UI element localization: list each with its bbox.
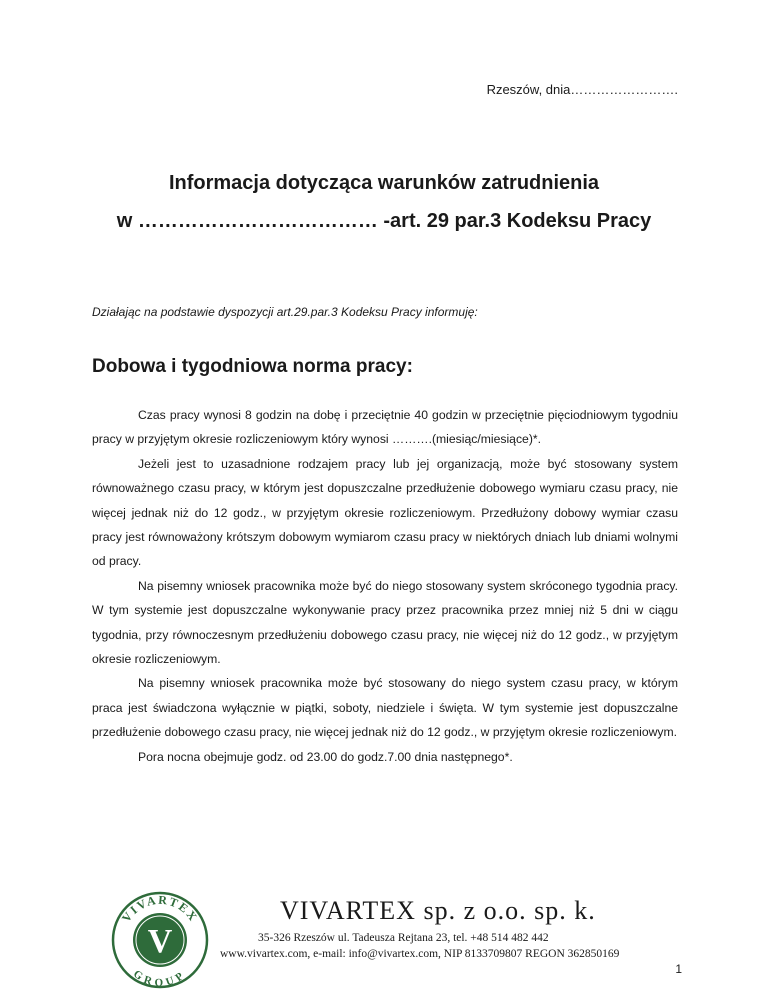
company-address: 35-326 Rzeszów ul. Tadeusza Rejtana 23, tel. +48 514 482 442: [258, 932, 549, 944]
logo-letter: V: [147, 923, 173, 960]
logo-text-top: VIVARTEX: [118, 892, 202, 925]
paragraph: Na pisemny wniosek pracownika może być stosowany do niego system czasu pracy, w którym praca jest świadczona wyłącznie w piątki, soboty, niedziele i święta. W tym systemie jest dopuszczalne przedłużenie dobowego czasu pracy, nie więcej jednak niż do 12 godz., w przyjętym okresie rozliczeniowym.: [92, 676, 678, 740]
place-date: Rzeszów, dnia…………………….: [486, 82, 678, 97]
logo-text-bottom: GROUP: [131, 967, 189, 990]
vivartex-logo-icon: [110, 890, 210, 990]
company-name: VIVARTEX sp. z o.o. sp. k.: [280, 896, 596, 925]
document-title: Informacja dotycząca warunków zatrudnienia: [168, 172, 600, 194]
svg-text:GROUP: [131, 968, 189, 989]
company-contact: www.vivartex.com, e-mail: info@vivartex.com, NIP 8133709807 REGON 362850169: [220, 948, 620, 960]
section-heading: Dobowa i tygodniowa norma pracy:: [92, 356, 413, 377]
company-footer: [110, 890, 710, 990]
intro-statement: Działając na podstawie dyspozycji art.29.par.3 Kodeksu Pracy informuję:: [92, 305, 478, 319]
paragraph: Czas pracy wynosi 8 godzin na dobę i przeciętnie 40 godzin w przeciętnie pięciodniowym tygodniu pracy w przyjętym okresie rozliczeniowym który wynosi ……….(miesiąc/miesiące)*.: [92, 408, 678, 447]
paragraph: Jeżeli jest to uzasadnione rodzajem pracy lub jej organizacją, może być stosowany system równoważnego czasu pracy, w którym jest dopuszczalne przedłużenie dobowego wymiaru czasu pracy, nie więcej jednak niż do 12 godz., w przyjętym okresie rozliczeniowym. Przedłużony dobowy wymiar czasu pracy jest równoważony krótszym dobowym wymiarom czasu pracy w niektórych dniach lub dniami wolnymi od pracy.: [92, 456, 678, 569]
paragraph: Pora nocna obejmuje godz. od 23.00 do godz.7.00 dnia następnego*.: [138, 749, 513, 764]
body-text: [92, 403, 678, 769]
document-subtitle: w ……………………………… -art. 29 par.3 Kodeksu Pracy: [116, 210, 652, 232]
page-number: 1: [675, 962, 682, 976]
paragraph: Na pisemny wniosek pracownika może być do niego stosowany system skróconego tygodnia pracy. W tym systemie jest dopuszczalne wykonywanie pracy przez pracownika przez mniej niż 5 dni w ciągu tygodnia, przy równoczesnym przedłużeniu dobowego czasu pracy, nie więcej niż do 12 godz., w przyjętym okresie rozliczeniowym.: [92, 578, 678, 667]
